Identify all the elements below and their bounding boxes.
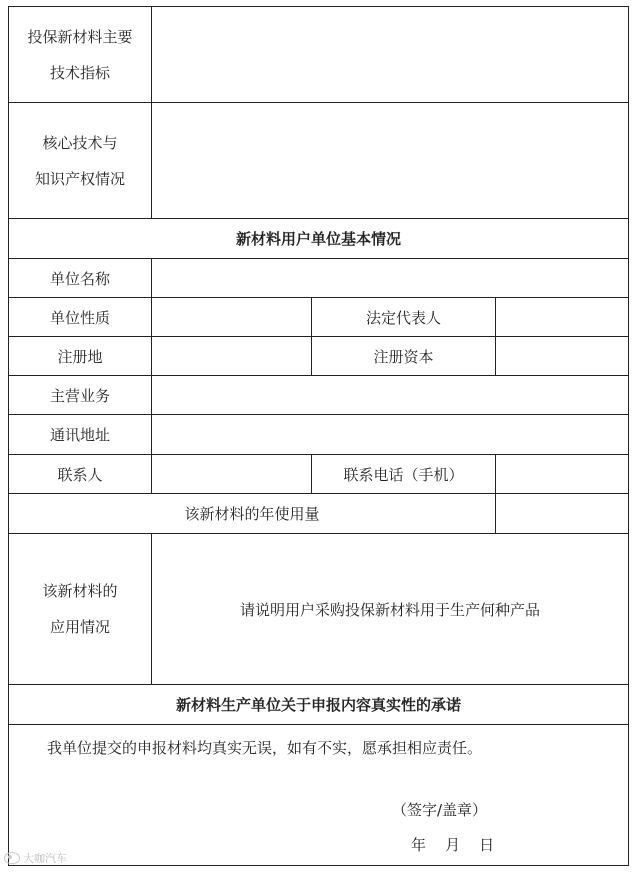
field-phone[interactable] bbox=[495, 454, 629, 494]
label-application: 该新材料的 应用情况 bbox=[8, 533, 152, 685]
field-key-indicators[interactable] bbox=[151, 6, 629, 103]
field-core-tech[interactable] bbox=[151, 102, 629, 219]
label-main-business: 主营业务 bbox=[8, 375, 152, 415]
label-contact: 联系人 bbox=[8, 454, 152, 494]
field-legal-rep[interactable] bbox=[495, 297, 629, 337]
field-application[interactable] bbox=[151, 533, 629, 685]
field-annual-usage[interactable] bbox=[495, 493, 629, 534]
commitment-block bbox=[8, 724, 629, 866]
field-unit-nature[interactable] bbox=[151, 297, 312, 337]
label-key-indicators: 投保新材料主要 技术指标 bbox=[8, 6, 152, 103]
date-label: 年 月 日 bbox=[411, 836, 495, 854]
weibo-icon bbox=[4, 852, 20, 864]
field-address[interactable] bbox=[151, 414, 629, 455]
label-legal-rep: 法定代表人 bbox=[311, 297, 496, 337]
field-unit-name[interactable] bbox=[151, 258, 629, 298]
signature-label: （签字/盖章） bbox=[392, 801, 488, 819]
label-unit-name: 单位名称 bbox=[8, 258, 152, 298]
label-unit-nature: 单位性质 bbox=[8, 297, 152, 337]
label-annual-usage: 该新材料的年使用量 bbox=[8, 493, 496, 534]
label-core-tech: 核心技术与 知识产权情况 bbox=[8, 102, 152, 219]
section-commitment: 新材料生产单位关于申报内容真实性的承诺 bbox=[8, 684, 629, 725]
commitment-statement: 我单位提交的申报材料均真实无误，如有不实，愿承担相应责任。 bbox=[47, 739, 483, 757]
field-reg-place[interactable] bbox=[151, 336, 312, 376]
label-address: 通讯地址 bbox=[8, 414, 152, 455]
label-phone: 联系电话（手机） bbox=[311, 454, 496, 494]
field-reg-capital[interactable] bbox=[495, 336, 629, 376]
field-main-business[interactable] bbox=[151, 375, 629, 415]
section-user-unit: 新材料用户单位基本情况 bbox=[8, 218, 629, 259]
watermark: 大咖汽车 bbox=[4, 850, 67, 866]
application-form bbox=[8, 6, 629, 866]
field-contact[interactable] bbox=[151, 454, 312, 494]
application-hint: 请说明用户采购投保新材料用于生产何种产品 bbox=[239, 600, 540, 619]
label-reg-capital: 注册资本 bbox=[311, 336, 496, 376]
label-reg-place: 注册地 bbox=[8, 336, 152, 376]
